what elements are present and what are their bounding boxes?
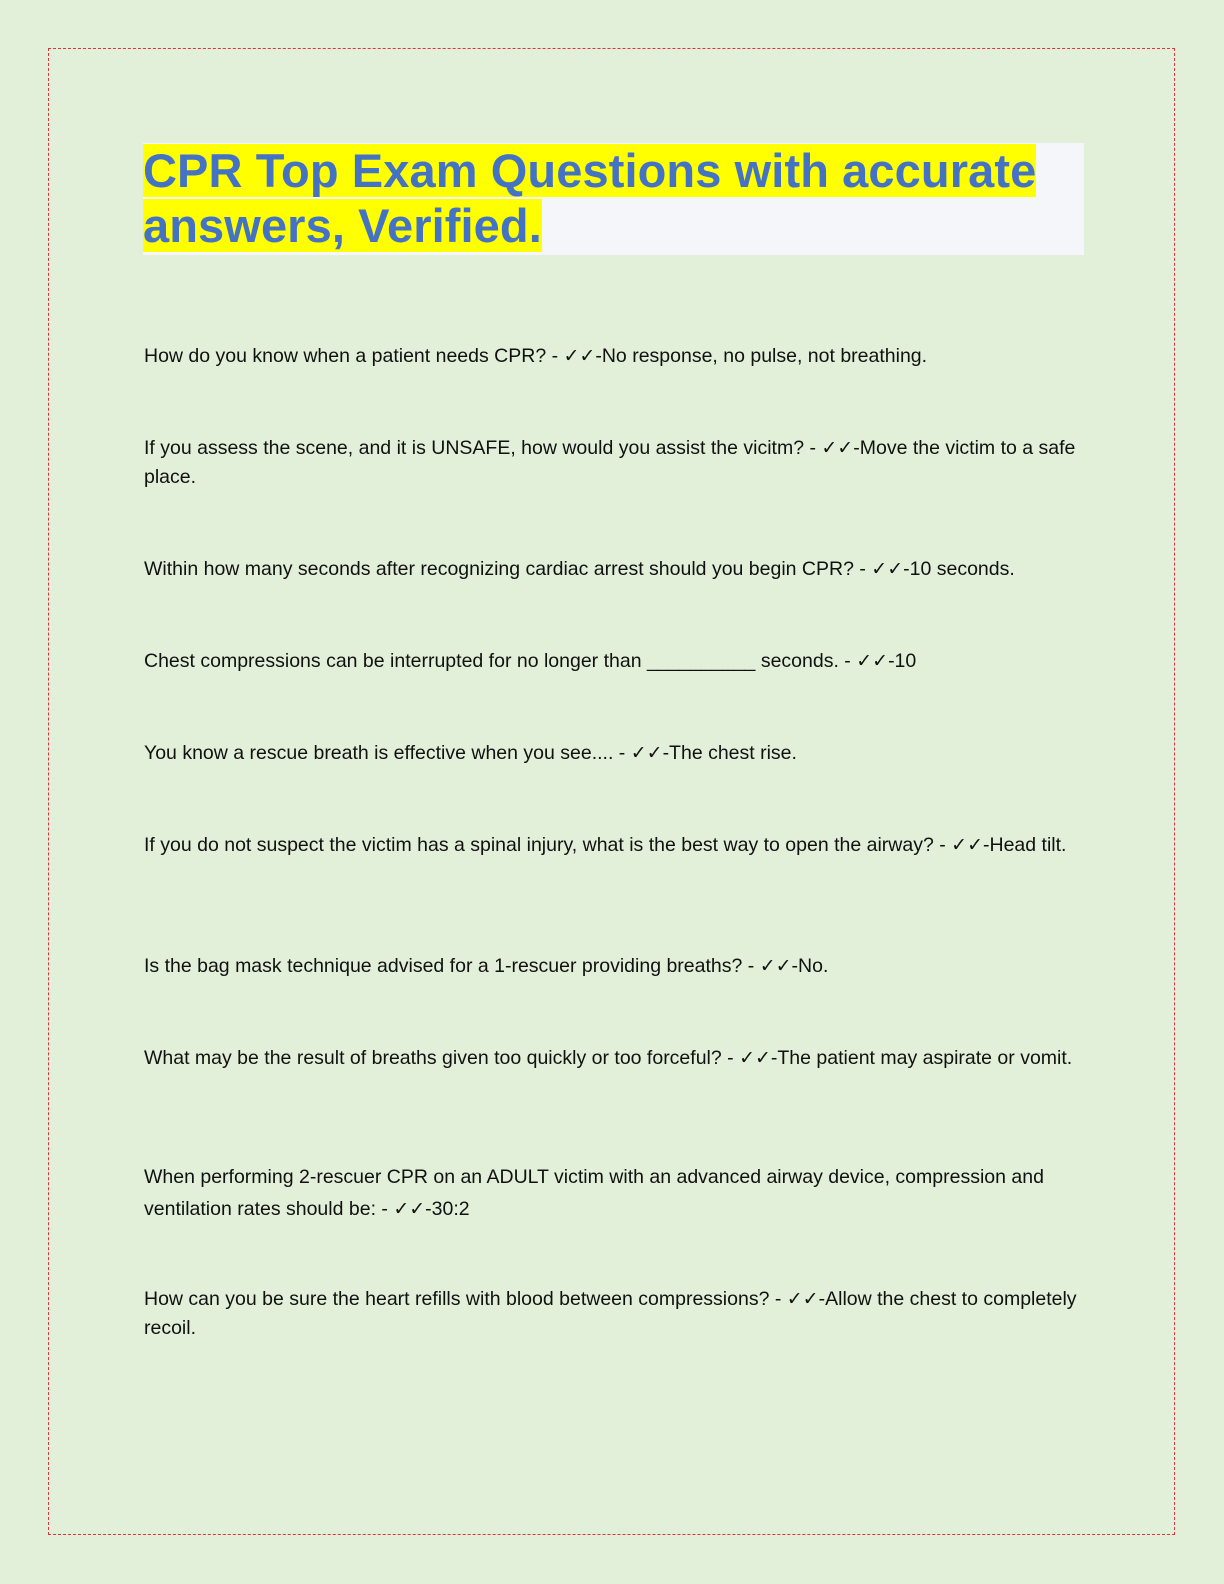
separator: - bbox=[853, 558, 872, 580]
double-check-icon: ✓✓ bbox=[739, 1047, 771, 1069]
separator: - bbox=[804, 437, 822, 459]
question-text: Chest compressions can be interrupted for no longer than __________ seconds. bbox=[144, 650, 839, 672]
qa-item bbox=[144, 952, 1084, 981]
question-text: How do you know when a patient needs CPR? bbox=[144, 345, 547, 367]
qa-item bbox=[144, 1161, 1084, 1225]
answer-text: -The patient may aspirate or vomit. bbox=[770, 1047, 1073, 1069]
double-check-icon: ✓✓ bbox=[393, 1198, 426, 1220]
question-text: If you do not suspect the victim has a spinal injury, what is the best way to open the airway? bbox=[144, 834, 934, 856]
separator: - bbox=[375, 1198, 394, 1220]
qa-item bbox=[144, 647, 1084, 676]
title-highlight: CPR Top Exam Questions with accurate answers, Verified. bbox=[143, 144, 1037, 252]
separator: - bbox=[721, 1047, 740, 1069]
question-text: When performing 2-rescuer CPR on an ADULT victim with an advanced airway device, compression and ventilation rates should be: bbox=[144, 1166, 1044, 1220]
separator: - bbox=[769, 1288, 787, 1310]
question-text: Is the bag mask technique advised for a 1-rescuer providing breaths? bbox=[144, 955, 743, 977]
answer-text: -10 seconds. bbox=[903, 558, 1015, 580]
question-text: What may be the result of breaths given too quickly or too forceful? bbox=[144, 1047, 722, 1069]
answer-text: -10 bbox=[888, 650, 917, 672]
qa-item bbox=[144, 342, 1084, 371]
question-text: How can you be sure the heart refills with blood between compressions? bbox=[144, 1288, 770, 1310]
double-check-icon: ✓✓ bbox=[563, 345, 596, 367]
answer-text: -No response, no pulse, not breathing. bbox=[595, 345, 928, 367]
answer-text: -Move the victim to a safe place. bbox=[144, 437, 1076, 488]
qa-item bbox=[144, 1285, 1084, 1343]
qa-item bbox=[144, 1044, 1084, 1073]
double-check-icon: ✓✓ bbox=[871, 558, 904, 580]
answer-text: -No. bbox=[791, 955, 829, 977]
qa-item bbox=[144, 434, 1084, 492]
question-text: If you assess the scene, and it is UNSAFE, how would you assist the vicitm? bbox=[144, 437, 805, 459]
separator: - bbox=[933, 834, 952, 856]
qa-item bbox=[144, 831, 1084, 860]
double-check-icon: ✓✓ bbox=[951, 834, 983, 856]
document-title bbox=[143, 143, 1084, 253]
double-check-icon: ✓✓ bbox=[786, 1288, 819, 1310]
question-text: You know a rescue breath is effective when you see.... bbox=[144, 742, 614, 764]
separator: - bbox=[613, 742, 631, 764]
double-check-icon: ✓✓ bbox=[821, 437, 854, 459]
separator: - bbox=[546, 345, 564, 367]
title-block bbox=[143, 143, 1084, 255]
qa-item bbox=[144, 739, 1084, 768]
answer-text: -Allow the chest to completely recoil. bbox=[144, 1288, 1077, 1339]
separator: - bbox=[742, 955, 760, 977]
double-check-icon: ✓✓ bbox=[759, 955, 792, 977]
answer-text: -30:2 bbox=[425, 1198, 470, 1220]
answer-text: -Head tilt. bbox=[983, 834, 1067, 856]
separator: - bbox=[838, 650, 857, 672]
question-text: Within how many seconds after recognizing cardiac arrest should you begin CPR? bbox=[144, 558, 854, 580]
double-check-icon: ✓✓ bbox=[856, 650, 889, 672]
qa-item bbox=[144, 555, 1084, 584]
double-check-icon: ✓✓ bbox=[630, 742, 663, 764]
answer-text: -The chest rise. bbox=[662, 742, 797, 764]
